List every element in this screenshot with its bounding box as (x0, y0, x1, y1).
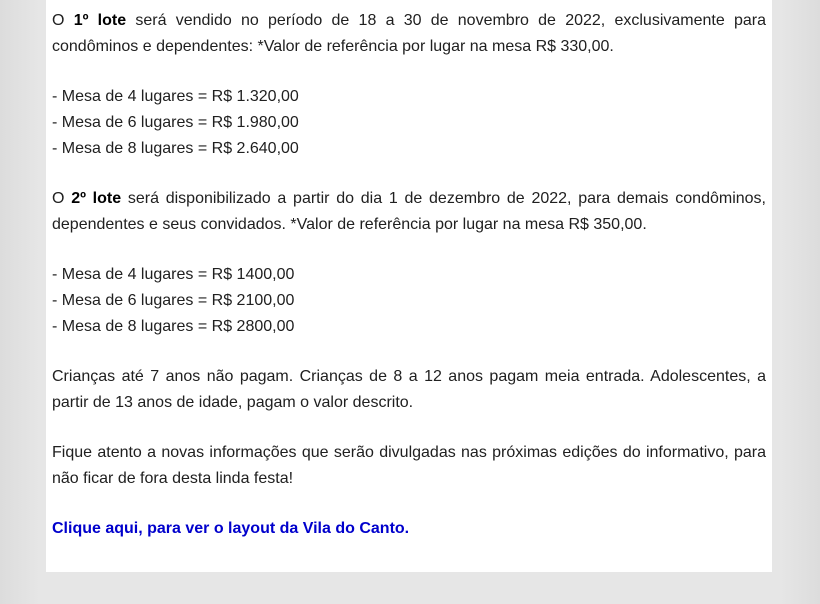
lote1-text: será vendido no período de 18 a 30 de novembro de 2022, exclusivamente para condôminos e dependentes: *Valor de referência por lugar na mesa R$ 330,00. (52, 12, 766, 55)
lote2-table-8: - Mesa de 8 lugares = R$ 2800,00 (52, 318, 295, 335)
lote1-table-4: - Mesa de 4 lugares = R$ 1.320,00 (52, 88, 299, 105)
lote1-table-8: - Mesa de 8 lugares = R$ 2.640,00 (52, 140, 299, 157)
spacer (52, 60, 766, 84)
article-page (46, 0, 772, 572)
lote2-text: será disponibilizado a partir do dia 1 de dezembro de 2022, para demais condôminos, dependentes e seus convidados. *Valor de referência por lugar na mesa R$ 350,00. (52, 190, 767, 233)
lote1-paragraph (52, 8, 766, 60)
lote2-prefix: O (52, 190, 72, 207)
spacer (52, 416, 766, 440)
layout-link[interactable]: Clique aqui, para ver o layout da Vila do Canto. (52, 520, 410, 537)
spacer (52, 492, 766, 516)
spacer (52, 162, 766, 186)
lote2-paragraph (52, 186, 766, 238)
lote1-table-6: - Mesa de 6 lugares = R$ 1.980,00 (52, 114, 299, 131)
lote2-name: 2º lote (71, 190, 122, 207)
lote1-prefix: O (52, 12, 74, 29)
article-content (52, 8, 766, 542)
spacer (52, 238, 766, 262)
aviso-paragraph: Fique atento a novas informações que serão divulgadas nas próximas edições do informativo, para não ficar de fora desta linda festa! (52, 444, 766, 487)
lote2-table-4: - Mesa de 4 lugares = R$ 1400,00 (52, 266, 295, 283)
link-paragraph (52, 516, 766, 542)
criancas-paragraph: Crianças até 7 anos não pagam. Crianças de 8 a 12 anos pagam meia entrada. Adolescentes, a partir de 13 anos de idade, pagam o valor descrito. (52, 368, 766, 411)
spacer (52, 340, 766, 364)
lote1-name: 1º lote (73, 12, 127, 29)
lote2-table-6: - Mesa de 6 lugares = R$ 2100,00 (52, 292, 295, 309)
